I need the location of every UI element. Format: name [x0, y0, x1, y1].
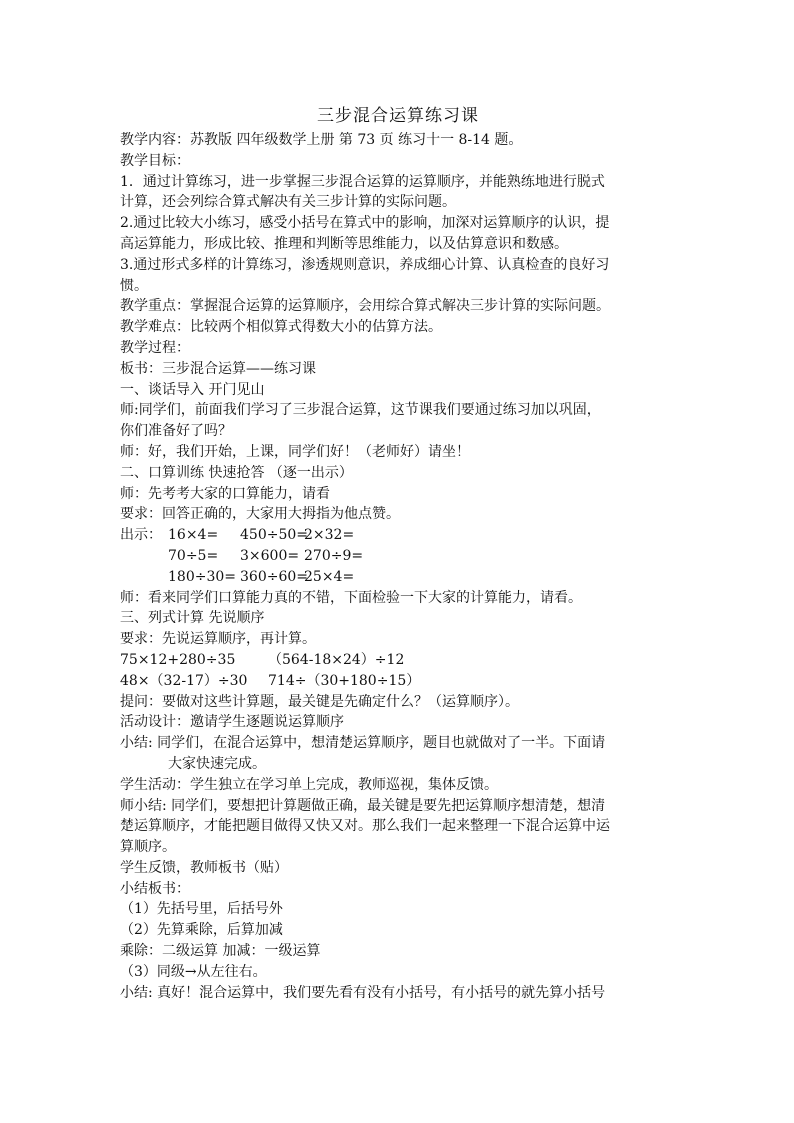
expression-row — [120, 671, 676, 692]
goal-2-line-1: 2.通过比较大小练习，感受小括号在算式中的影响，加深对运算顺序的认识，提 — [120, 215, 610, 232]
goal-3-line-1: 3.通过形式多样的计算练习，渗透规则意识，养成细心计算、认真检查的良好习 — [120, 256, 610, 273]
teacher-line-1: 师:同学们，前面我们学习了三步混合运算，这节课我们要通过练习加以巩固， — [120, 402, 601, 419]
expression-item: 48×（32-17）÷30 — [120, 672, 248, 689]
summary-board-heading: 小结板书： — [120, 880, 190, 897]
expression-item: 714÷（30+180÷15） — [268, 672, 421, 689]
section-3-heading: 三、列式计算 先说顺序 — [120, 610, 265, 627]
oral-calc-item: 2×32= — [304, 527, 355, 544]
oral-calc-lead: 出示： — [120, 527, 162, 544]
teaching-goals-heading: 教学目标： — [120, 152, 190, 169]
expression-row — [120, 650, 676, 671]
oral-calc-item: 270÷9= — [304, 547, 364, 564]
blackboard-line: 板书：三步混合运算——练习课 — [120, 360, 316, 377]
oral-calc-item: 3×600= — [240, 547, 300, 564]
difficulty-line: 教学难点：比较两个相似算式得数大小的估算方法。 — [120, 319, 442, 336]
process-heading: 教学过程： — [120, 339, 190, 356]
oral-calc-row — [120, 567, 676, 588]
final-summary-line: 小结: 真好！混合运算中，我们要先看有没有小括号，有小括号的就先算小括号 — [120, 984, 606, 1001]
rule-1-line: （1）先括号里，后括号外 — [120, 901, 283, 918]
goal-1-line-2: 计算，还会列综合算式解决有关三步计算的实际问题。 — [120, 194, 456, 211]
section-1-heading: 一、谈话导入 开门见山 — [120, 381, 265, 398]
goal-3-line-2: 惯。 — [120, 277, 148, 294]
expression-item: 75×12+280÷35 — [120, 651, 236, 668]
teacher-summary-line-2: 楚运算顺序，才能把题目做得又快又对。那么我们一起来整理一下混合运算中运 — [120, 818, 610, 835]
teacher-summary-line-3: 算顺序。 — [120, 839, 176, 856]
oral-calc-item: 450÷50= — [240, 527, 308, 544]
requirement-line-2: 要求：先说运算顺序，再计算。 — [120, 631, 316, 648]
student-activity-line: 学生活动：学生独立在学习单上完成，教师巡视，集体反馈。 — [120, 776, 498, 793]
summary-line-1: 小结: 同学们，在混合运算中，想清楚运算顺序，题目也就做对了一半。下面请 — [120, 735, 606, 752]
operation-level-line: 乘除：二级运算 加减：一级运算 — [120, 943, 321, 960]
oral-calc-item: 180÷30= — [168, 568, 236, 585]
section-2-heading: 二、口算训练 快速抢答 （逐一出示） — [120, 464, 353, 481]
goal-2-line-2: 高运算能力，形成比较、推理和判断等思维能力，以及估算意识和数感。 — [120, 235, 568, 252]
oral-calc-item: 16×4= — [168, 527, 219, 544]
requirement-line-1: 要求：回答正确的，大家用大拇指为他点赞。 — [120, 506, 400, 523]
oral-calc-row — [120, 546, 676, 567]
question-line: 提问：要做对这些计算题，最关键是先确定什么？（运算顺序）。 — [120, 693, 519, 710]
expression-item: （564-18×24）÷12 — [268, 651, 405, 668]
key-point-line: 教学重点：掌握混合运算的运算顺序，会用综合算式解决三步计算的实际问题。 — [120, 298, 610, 315]
oral-calc-item: 25×4= — [304, 568, 355, 585]
teacher-line-3: 师：先考考大家的口算能力，请看 — [120, 485, 330, 502]
oral-calc-row — [120, 525, 676, 546]
teacher-summary-line-1: 师小结: 同学们，要想把计算题做正确，最关键是要先把运算顺序想清楚，想清 — [120, 797, 606, 814]
document-page — [120, 104, 676, 1003]
teacher-line-4: 师：看来同学们口算能力真的不错，下面检验一下大家的计算能力，请看。 — [120, 589, 582, 606]
teaching-content-line: 教学内容：苏教版 四年级数学上册 第 73 页 练习十一 8-14 题。 — [120, 132, 523, 148]
rule-2-line: （2）先算乘除，后算加减 — [120, 922, 283, 939]
goal-1-line-1: 1．通过计算练习，进一步掌握三步混合运算的运算顺序，并能熟练地进行脱式 — [120, 173, 605, 190]
teacher-line-2: 师：好，我们开始，上课，同学们好！（老师好）请坐！ — [120, 443, 470, 460]
feedback-line: 学生反馈，教师板书（贴） — [120, 859, 288, 876]
oral-calc-item: 70÷5= — [168, 547, 219, 564]
document-title: 三步混合运算练习课 — [317, 106, 479, 126]
rule-3-line: （3）同级→从左往右。 — [120, 963, 267, 980]
summary-line-1-cont: 大家快速完成。 — [168, 755, 266, 772]
oral-calc-item: 360÷60= — [240, 568, 308, 585]
activity-design-line: 活动设计：邀请学生逐题说运算顺序 — [120, 714, 344, 731]
teacher-line-1-cont: 你们准备好了吗？ — [120, 423, 232, 440]
